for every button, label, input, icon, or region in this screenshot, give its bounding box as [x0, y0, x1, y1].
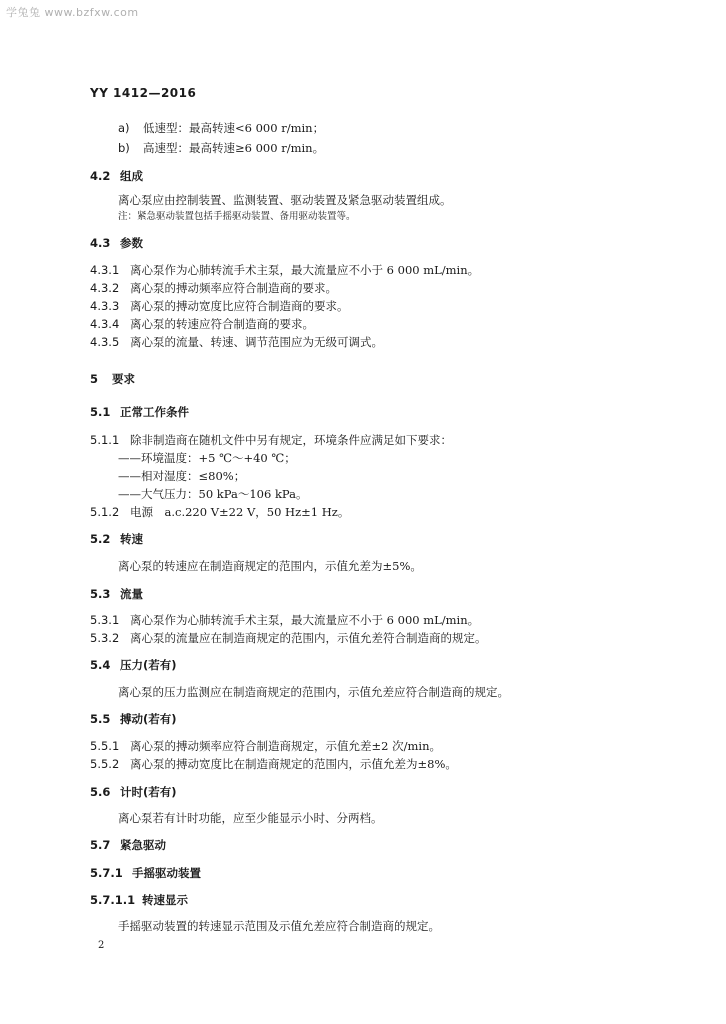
page-number: 2: [98, 940, 105, 951]
clause-number: 4.3.2: [90, 281, 120, 295]
clause-number: 5.5.1: [90, 739, 120, 753]
clause-text: 离心泵的流量应在制造商规定的范围内，示值允差符合制造商的规定。: [130, 631, 487, 645]
dash-item: ——环境温度：+5 ℃～+40 ℃；: [118, 451, 296, 465]
section-heading-5-1: [90, 405, 189, 419]
clause-text: 离心泵的转速应符合制造商的要求。: [130, 317, 314, 331]
clause-number: 4.3.4: [90, 317, 120, 331]
clause-4-3-5: [90, 335, 383, 349]
clause-number: 5.3.1: [90, 613, 120, 627]
clause-5-3-1: [90, 613, 479, 627]
dash-item: ——相对湿度：≤80%；: [118, 469, 246, 483]
clause-number: 4.3.1: [90, 263, 120, 277]
clause-number: 4.3.3: [90, 299, 120, 313]
section-title: 搏动(若有): [120, 712, 177, 726]
section-heading-4-2: [90, 169, 143, 183]
clause-5-1-2: [90, 505, 349, 519]
watermark: 学兔兔 www.bzfxw.com: [6, 6, 139, 19]
clause-4-3-4: [90, 317, 314, 331]
list-item-label: b): [118, 141, 130, 155]
chapter-number: 5: [90, 372, 99, 386]
section-title: 压力(若有): [120, 658, 177, 672]
list-item-b: [118, 141, 324, 155]
section-title: 组成: [120, 169, 143, 183]
section-title: 手摇驱动装置: [132, 866, 201, 880]
clause-text: 除非制造商在随机文件中另有规定，环境条件应满足如下要求：: [130, 433, 452, 447]
clause-5-5-2: [90, 757, 457, 771]
section-number: 5.7.1.1: [90, 893, 136, 907]
clause-text: 离心泵作为心肺转流手术主泵，最大流量应不小于 6 000 mL/min。: [130, 613, 480, 627]
dash-item: ——大气压力：50 kPa～106 kPa。: [118, 487, 308, 501]
section-number: 5.7.1: [90, 866, 123, 880]
section-number: 4.2: [90, 169, 111, 183]
clause-number: 4.3.5: [90, 335, 120, 349]
clause-number: 5.1.1: [90, 433, 120, 447]
section-title: 计时(若有): [120, 785, 177, 799]
section-number: 4.3: [90, 236, 111, 250]
standard-header: YY 1412—2016: [90, 86, 197, 100]
list-item-text: 低速型：最高转速<6 000 r/min；: [143, 121, 325, 135]
chapter-title: 要求: [112, 372, 135, 386]
section-heading-5-4: [90, 658, 177, 672]
section-heading-5-7-1: [90, 866, 201, 880]
note: 注：紧急驱动装置包括手摇驱动装置、备用驱动装置等。: [118, 211, 356, 222]
clause-4-3-3: [90, 299, 349, 313]
clause-text: 离心泵的搏动频率应符合制造商规定，示值允差±2 次/min。: [130, 739, 441, 753]
section-heading-5-3: [90, 587, 143, 601]
section-heading-5-7-1-1: [90, 893, 188, 907]
section-number: 5.4: [90, 658, 111, 672]
section-heading-5-6: [90, 785, 177, 799]
clause-5-5-1: [90, 739, 441, 753]
clause-4-3-2: [90, 281, 337, 295]
section-title: 转速显示: [142, 893, 188, 907]
paragraph: 手摇驱动装置的转速显示范围及示值允差应符合制造商的规定。: [118, 919, 440, 933]
section-number: 5.5: [90, 712, 111, 726]
section-title: 转速: [120, 532, 143, 546]
clause-4-3-1: [90, 263, 479, 277]
section-heading-5-7: [90, 838, 166, 852]
section-number: 5.2: [90, 532, 111, 546]
clause-text: 离心泵的搏动宽度比应符合制造商的要求。: [130, 299, 349, 313]
section-heading-5-5: [90, 712, 177, 726]
clause-number: 5.5.2: [90, 757, 120, 771]
section-title: 正常工作条件: [120, 405, 189, 419]
clause-number: 5.1.2: [90, 505, 120, 519]
section-number: 5.1: [90, 405, 111, 419]
paragraph: 离心泵若有计时功能，应至少能显示小时、分两档。: [118, 811, 383, 825]
paragraph: 离心泵的转速应在制造商规定的范围内，示值允差为±5%。: [118, 559, 422, 573]
clause-text: 离心泵的搏动频率应符合制造商的要求。: [130, 281, 337, 295]
section-number: 5.7: [90, 838, 111, 852]
paragraph: 离心泵的压力监测应在制造商规定的范围内，示值允差应符合制造商的规定。: [118, 685, 509, 699]
chapter-heading-5: [90, 372, 135, 386]
clause-5-3-2: [90, 631, 487, 645]
clause-5-1-1: [90, 433, 452, 447]
section-heading-5-2: [90, 532, 143, 546]
clause-text: 离心泵的搏动宽度比在制造商规定的范围内，示值允差为±8%。: [130, 757, 457, 771]
section-title: 参数: [120, 236, 143, 250]
section-number: 5.6: [90, 785, 111, 799]
section-heading-4-3: [90, 236, 143, 250]
section-title: 流量: [120, 587, 143, 601]
list-item-label: a): [118, 121, 130, 135]
section-number: 5.3: [90, 587, 111, 601]
clause-text: 离心泵作为心肺转流手术主泵，最大流量应不小于 6 000 mL/min。: [130, 263, 480, 277]
paragraph: 离心泵应由控制装置、监测装置、驱动装置及紧急驱动装置组成。: [118, 193, 452, 207]
list-item-a: [118, 121, 324, 135]
clause-text: 离心泵的流量、转速、调节范围应为无级可调式。: [130, 335, 383, 349]
list-item-text: 高速型：最高转速≥6 000 r/min。: [143, 141, 325, 155]
clause-number: 5.3.2: [90, 631, 120, 645]
clause-text: 电源 a.c.220 V±22 V，50 Hz±1 Hz。: [130, 505, 350, 519]
section-title: 紧急驱动: [120, 838, 166, 852]
